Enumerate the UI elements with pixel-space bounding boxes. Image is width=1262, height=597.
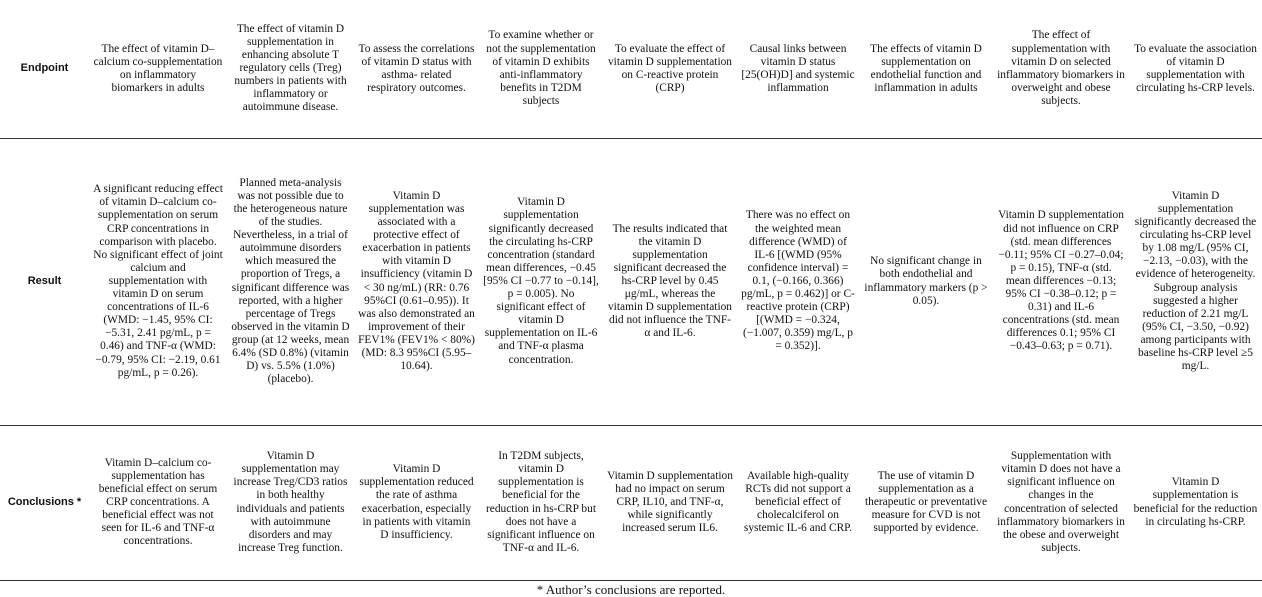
table-footnote: * Author’s conclusions are reported. <box>536 582 726 597</box>
conclusions-cell: The use of vitamin D supplementation as a therapeutic or preventative measure for CVD is not supported by evidence. <box>859 425 993 580</box>
conclusions-cell: In T2DM subjects, vitamin D supplementation is beneficial for the reduction in hs-CRP but does not have a significant influence on TNF-α and IL-6. <box>479 425 603 580</box>
conclusions-cell: Available high-quality RCTs did not support a beneficial effect of cholecalciferol on systemic IL-6 and CRP. <box>737 425 859 580</box>
conclusions-cell: Vitamin D supplementation is beneficial for the reduction in circulating hs-CRP. <box>1129 425 1262 580</box>
result-cell: Vitamin D supplementation significantly decreased the circulating hs-CRP concentration (standard mean differences, −0.45 [95% CI −0.77 to −0.14], p = 0.005). No significant effect of vitamin D supplementation on IL-6 and TNF-α plasma concentration. <box>479 138 603 425</box>
endpoint-cell: The effect of vitamin D–calcium co-supplementation on inflammatory biomarkers in adults <box>93 42 223 94</box>
endpoint-cell: The effects of vitamin D supplementation on endothelial function and inflammation in adults <box>870 42 982 94</box>
conclusions-cell: Vitamin D–calcium co-supplementation has beneficial effect on serum CRP concentrations. A beneficial effect was not seen for IL-6 and TNF-α concentrations. <box>89 425 227 580</box>
conclusions-cell: Vitamin D supplementation reduced the rate of asthma exacerbation, especially in patients with vitamin D insufficiency. <box>354 425 479 580</box>
endpoint-cell: Causal links between vitamin D status [25(OH)D] and systemic inflammation <box>741 42 855 94</box>
endpoint-cell: To evaluate the effect of vitamin D supplementation on C-reactive protein (CRP) <box>607 42 732 94</box>
result-cell: Vitamin D supplementation significantly decreased the circulating hs-CRP level by 1.08 mg/L (95% CI, −2.13, −0.03), with the evidence of heterogeneity. Subgroup analysis suggested a higher reduction of 2.21 mg/L (95% CI, −3.50, −0.92) among participants with baseline hs-CRP level ≥5 mg/L. <box>1129 138 1262 425</box>
result-cell: The results indicated that the vitamin D supplementation significant decreased the hs-CRP level by 0.45 μg/mL, whereas the vitamin D supplementation did not influence the TNF-α and IL-6. <box>603 138 737 425</box>
conclusions-cell: Supplementation with vitamin D does not have a significant influence on changes in the concentration of selected inflammatory biomarkers in the obese and overweight subjects. <box>993 425 1129 580</box>
endpoint-label: Endpoint <box>20 62 69 75</box>
endpoint-cell: To assess the correlations of vitamin D status with asthma- related respiratory outcomes. <box>358 42 475 94</box>
result-cell: Vitamin D supplementation was associated with a protective effect of exacerbation in patients with vitamin D insufficiency (vitamin D < 30 ng/mL) (RR: 0.76 95%CI (0.61–0.95)). It was also demonstrated an improvement of their FEV1% (FEV1% < 80%) (MD: 8.3 95%CI (5.95–10.64). <box>354 138 479 425</box>
conclusions-cell: Vitamin D supplementation may increase Treg/CD3 ratios in both healthy individuals and patients with autoimmune disorders and may increase Treg function. <box>227 425 354 580</box>
endpoint-cell: The effect of vitamin D supplementation in enhancing absolute T regulatory cells (Treg) numbers in patients with inflammatory or autoimmune disease. <box>234 22 347 114</box>
result-cell: Vitamin D supplementation did not influence on CRP (std. mean differences −0.11; 95% CI −0.27–0.04; p = 0.15), TNF-α (std. mean differences −0.13; 95% CI −0.38–0.12; p = 0.31) and IL-6 concentrations (std. mean differences 0.1; 95% CI −0.43–0.63; p = 0.71). <box>993 138 1129 425</box>
result-row <box>0 138 1262 425</box>
result-cell: No significant change in both endothelial and inflammatory markers (p > 0.05). <box>859 138 993 425</box>
conclusions-cell: Vitamin D supplementation had no impact on serum CRP, IL10, and TNF-α, while significantly increased serum IL6. <box>603 425 737 580</box>
conclusions-label: Conclusions * <box>0 425 89 580</box>
result-cell: Planned meta-analysis was not possible due to the heterogeneous nature of the studies. Nevertheless, in a trial of autoimmune disorders which measured the proportion of Tregs, a significant difference was reported, with a higher percentage of Tregs observed in the vitamin D group (at 12 weeks, mean 6.4% (SD 0.8%) (vitamin D) vs. 5.5% (1.0%) (placebo). <box>227 138 354 425</box>
endpoint-cell: To examine whether or not the supplementation of vitamin D exhibits anti-inflammatory benefits in T2DM subjects <box>486 29 596 107</box>
result-cell: A significant reducing effect of vitamin D–calcium co-supplementation on serum CRP concentrations in comparison with placebo. No significant effect of joint calcium and supplementation with vitamin D on serum concentrations of IL-6 (WMD: −1.45, 95% CI: −5.31, 2.41 pg/mL, p = 0.46) and TNF-α (WMD: −0.79, 95% CI: −2.19, 0.61 pg/mL, p = 0.26). <box>89 138 227 425</box>
conclusions-row <box>0 425 1262 580</box>
result-cell: There was no effect on the weighted mean difference (WMD) of IL-6 [(WMD (95% confidence interval) = 0.1, (−0.166, 0.366) pg/mL, p = 0.462)] or C-reactive protein (CRP) [(WMD = −0.324, (−1.007, 0.359) mg/L, p = 0.352)]. <box>737 138 859 425</box>
endpoint-cell: To evaluate the association of vitamin D supplementation with circulating hs-CRP levels. <box>1134 42 1257 94</box>
result-label: Result <box>0 138 89 425</box>
endpoint-row <box>0 0 1262 138</box>
endpoint-cell: The effect of supplementation with vitamin D on selected inflammatory biomarkers in overweight and obese subjects. <box>997 29 1125 107</box>
